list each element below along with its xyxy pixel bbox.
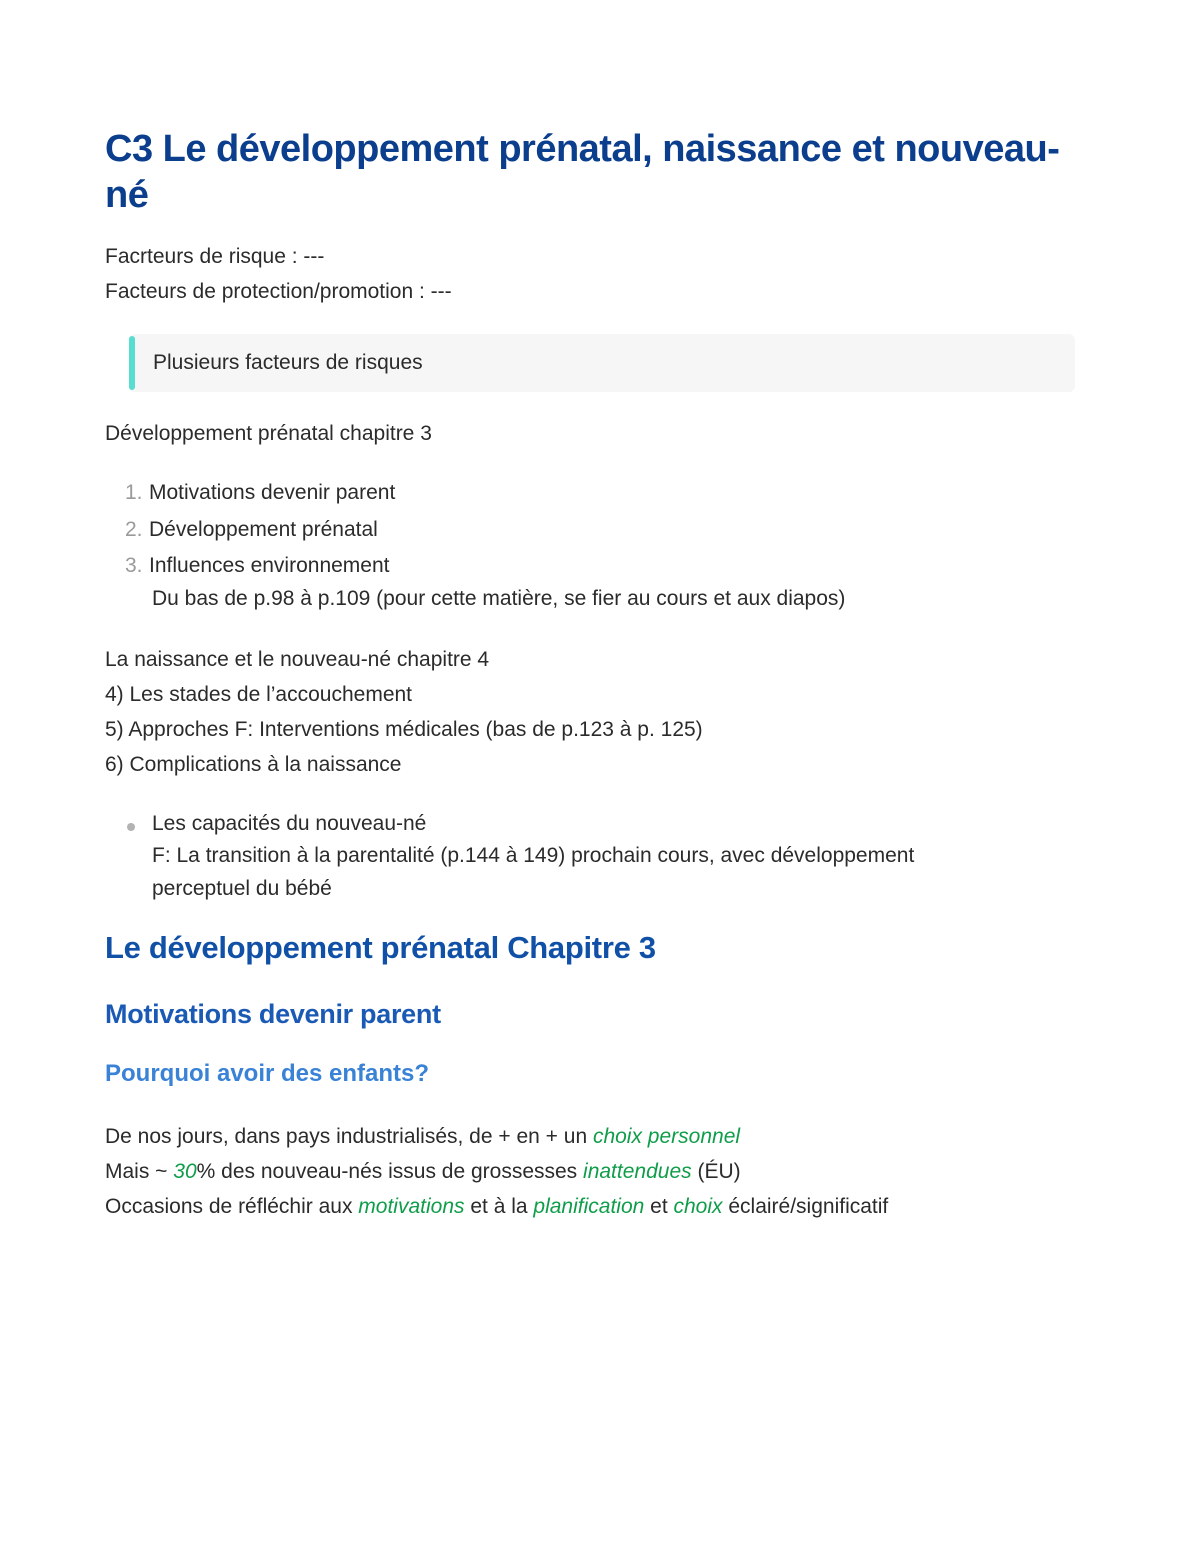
body-text: Mais ~ (105, 1160, 174, 1183)
body-text: De nos jours, dans pays industrialisés, de + en + un (105, 1125, 593, 1148)
list-item-label: Influences environnement (149, 554, 390, 577)
body-line (105, 1157, 741, 1187)
subsection-heading: Motivations devenir parent (105, 999, 441, 1029)
body-line (105, 1192, 888, 1222)
body-text: % des nouveau-nés issus de grossesses (196, 1160, 584, 1183)
bullet-dot (127, 823, 135, 831)
emphasis-text: choix personnel (592, 1125, 741, 1148)
risk-factors-line: Facrteurs de risque : --- (105, 245, 325, 268)
emphasis-text: 30 (173, 1160, 197, 1183)
callout-block (129, 334, 1075, 392)
bullet-item-label: Les capacités du nouveau-né (152, 812, 427, 835)
list-item (125, 551, 390, 581)
body-line (105, 1122, 740, 1152)
body-text: Occasions de réfléchir aux (105, 1195, 359, 1218)
list-item-label: Motivations devenir parent (149, 481, 396, 504)
list-item-number: 3. (125, 554, 143, 577)
list-item (125, 478, 395, 508)
body-text: et (644, 1195, 674, 1218)
list-item-number: 1. (125, 481, 143, 504)
list-item-note: Du bas de p.98 à p.109 (pour cette matière, se fier au cours et aux diapos) (152, 587, 846, 610)
section-heading: Le développement prénatal Chapitre 3 (105, 930, 656, 965)
protection-factors-line: Facteurs de protection/promotion : --- (105, 280, 452, 303)
page-title: C3 Le développement prénatal, naissance et nouveau-né (105, 128, 1060, 216)
bullet-item-detail: F: La transition à la parentalité (p.144 à 149) prochain cours, avec développement (152, 844, 915, 867)
emphasis-text: choix (673, 1195, 723, 1218)
chapter4-line: 4) Les stades de l’accouchement (105, 683, 413, 706)
emphasis-text: inattendues (583, 1160, 692, 1183)
list-item-label: Développement prénatal (149, 518, 378, 541)
chapter3-heading: Développement prénatal chapitre 3 (105, 422, 432, 445)
chapter4-heading: La naissance et le nouveau-né chapitre 4 (105, 648, 490, 671)
bullet-item-detail: perceptuel du bébé (152, 877, 332, 900)
list-item-number: 2. (125, 518, 143, 541)
list-item (125, 515, 378, 545)
callout-accent-bar (129, 336, 135, 390)
body-text: et à la (464, 1195, 534, 1218)
question-heading: Pourquoi avoir des enfants? (105, 1060, 430, 1087)
emphasis-text: planification (533, 1195, 645, 1218)
body-text: éclairé/significatif (722, 1195, 889, 1218)
body-text: (ÉU) (691, 1160, 741, 1183)
emphasis-text: motivations (358, 1195, 465, 1218)
chapter4-line: 5) Approches F: Interventions médicales (bas de p.123 à p. 125) (105, 718, 703, 741)
chapter4-line: 6) Complications à la naissance (105, 753, 402, 776)
callout-text: Plusieurs facteurs de risques (153, 351, 423, 374)
